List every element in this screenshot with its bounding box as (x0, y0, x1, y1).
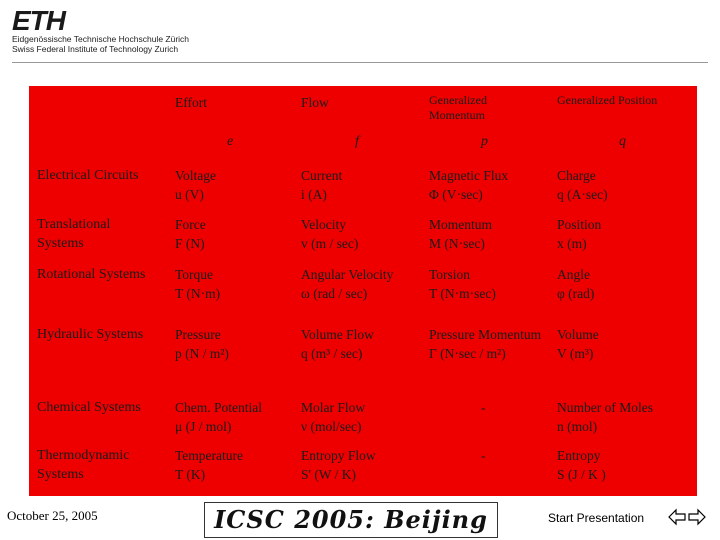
row-label: Electrical Circuits (37, 168, 139, 183)
row-label: Translational Systems (37, 217, 111, 251)
forward-arrow-icon[interactable] (688, 508, 706, 526)
start-presentation-link[interactable]: Start Presentation (548, 511, 645, 525)
header-flow: Flow (301, 95, 329, 110)
cell-position: Angle φ (rad) (557, 267, 595, 301)
back-arrow-icon[interactable] (668, 508, 686, 526)
row-label: Chemical Systems (37, 400, 141, 415)
header-effort: Effort (175, 95, 207, 110)
cell-position: Entropy S (J / K ) (557, 448, 606, 482)
cell-effort: Force F (N) (175, 217, 206, 251)
eth-logo-line2: Swiss Federal Institute of Technology Zurich (12, 44, 179, 54)
cell-momentum: - (481, 400, 486, 415)
cell-effort: Chem. Potential μ (J / mol) (175, 400, 262, 434)
cell-momentum: Torsion T (N·m·sec) (429, 267, 496, 301)
conference-banner: ICSC 2005: Beijing (204, 502, 498, 538)
footer-date: October 25, 2005 (7, 508, 98, 523)
cell-flow: Entropy Flow S' (W / K) (301, 448, 376, 482)
cell-momentum: Pressure Momentum Γ (N·sec / m²) (429, 327, 542, 361)
cell-momentum: Momentum M (N·sec) (429, 217, 492, 251)
cell-flow: Current i (A) (301, 168, 343, 202)
cell-flow: Angular Velocity ω (rad / sec) (301, 267, 394, 301)
cell-position: Position x (m) (557, 217, 602, 251)
cell-effort: Torque T (N·m) (175, 267, 221, 301)
analogy-table (29, 86, 697, 496)
eth-logo (12, 5, 292, 64)
cell-position: Charge q (A·sec) (557, 168, 608, 202)
cell-effort: Temperature T (K) (175, 448, 244, 482)
header-momentum: Generalized Momentum (429, 93, 487, 122)
cell-momentum: Magnetic Flux Φ (V·sec) (429, 168, 509, 202)
row-label: Hydraulic Systems (37, 327, 144, 342)
cell-effort: Voltage u (V) (175, 168, 216, 202)
cell-flow: Velocity v (m / sec) (301, 217, 359, 251)
cell-flow: Molar Flow ν (mol/sec) (301, 400, 366, 434)
cell-position: Number of Moles n (mol) (557, 400, 653, 434)
cell-position: Volume V (m³) (557, 327, 599, 361)
row-label: Thermodynamic Systems (37, 448, 130, 482)
symbol-flow: f (355, 134, 359, 149)
cell-effort: Pressure p (N / m²) (175, 327, 229, 361)
symbol-position: q (619, 134, 626, 149)
row-label: Rotational Systems (37, 267, 146, 282)
header-divider (12, 62, 708, 63)
eth-logo-mark: ETH (12, 5, 65, 36)
symbol-momentum: p (481, 134, 488, 149)
cell-flow: Volume Flow q (m³ / sec) (301, 327, 374, 361)
header-position: Generalized Position (557, 93, 658, 107)
symbol-effort: e (227, 134, 234, 149)
eth-logo-line1: Eidgenössische Technische Hochschule Zürich (12, 34, 190, 44)
cell-momentum: - (481, 448, 486, 463)
